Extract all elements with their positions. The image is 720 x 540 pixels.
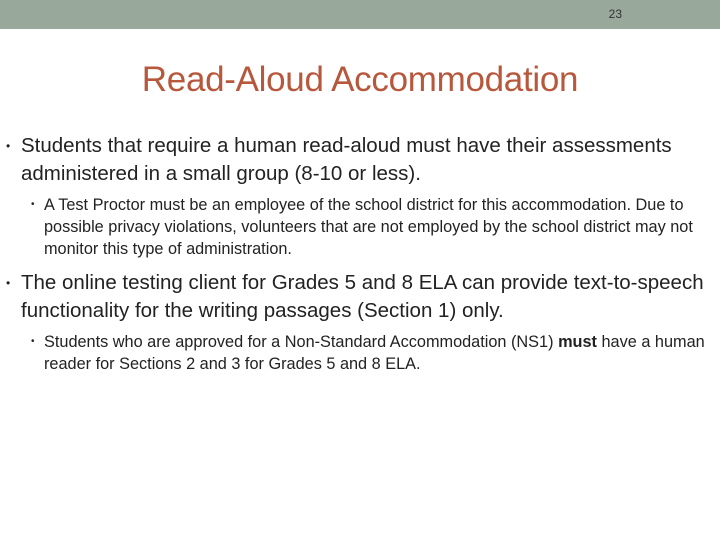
bullet-2-sub-tail: have a human reader for Sections 2 and 3 for Grades 5 and 8 ELA. xyxy=(44,333,705,373)
bullet-2-text: The online testing client for Grades 5 and 8 ELA can provide text-to-speech functionality for the writing passages (Section 1) only. xyxy=(21,271,704,322)
bullet-2 xyxy=(4,269,716,325)
bullet-1-sub xyxy=(4,194,716,260)
bullet-marker: • xyxy=(6,139,11,153)
bullet-1-sub-text: A Test Proctor must be an employee of the school district for this accommodation. Due to possible privacy violations, volunteers that are not employed by the school district may not monitor this type of administration. xyxy=(44,196,693,258)
bullet-1 xyxy=(4,132,716,188)
slide-number: 23 xyxy=(608,7,622,21)
bullet-2-sub-lead: Students who are approved for a Non-Standard Accommodation (NS1) xyxy=(44,333,554,351)
slide-title: Read-Aloud Accommodation xyxy=(141,60,579,99)
sub-bullet-marker: • xyxy=(31,199,35,210)
top-header-bar xyxy=(0,0,720,29)
slide-content xyxy=(4,132,716,375)
bullet-1-text: Students that require a human read-aloud must have their assessments administered in a small group (8-10 or less). xyxy=(21,134,672,185)
bullet-marker: • xyxy=(6,276,11,290)
bullet-2-sub-bold: must xyxy=(558,333,597,351)
sub-bullet-marker: • xyxy=(31,336,35,347)
bullet-2-sub xyxy=(4,331,716,375)
